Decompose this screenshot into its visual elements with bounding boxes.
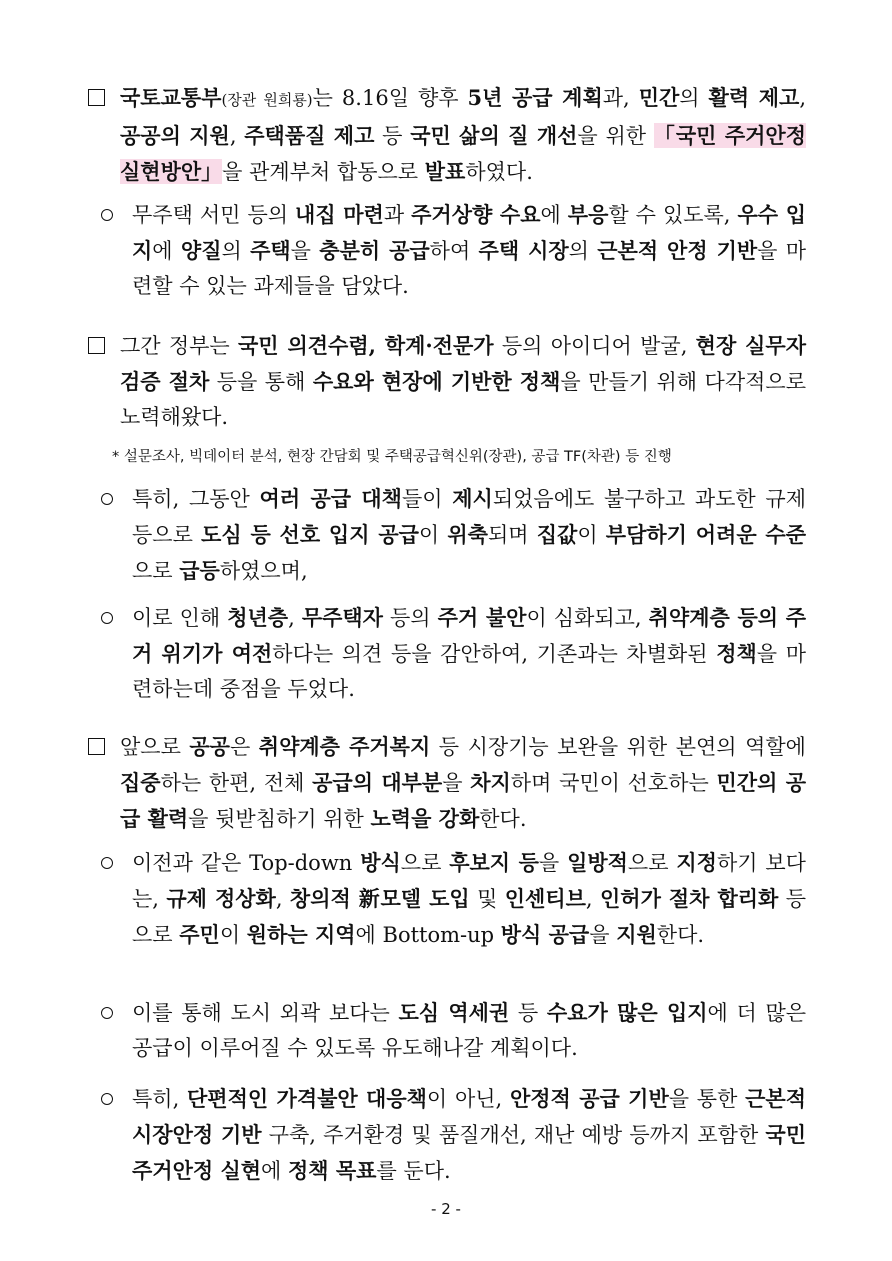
text: 단편적인 가격불안 대응책 [187, 1086, 427, 1111]
section-2-sub-a-text [132, 481, 806, 589]
text: 을 [290, 239, 320, 263]
text: 등으로 [132, 887, 807, 947]
text: 하였으며, [219, 559, 308, 583]
text: 을 만들기 위해 다각적으로 노력해왔다. [120, 370, 806, 429]
text: 집값 [536, 522, 578, 547]
text: 으로 [627, 851, 677, 875]
text: 주택품질 제고 [244, 123, 375, 148]
circle-bullet-icon [101, 857, 113, 869]
text: 후보지 등 [449, 850, 539, 875]
text: 는 8.16일 향후 [312, 86, 468, 110]
text: 근본적 안정 기반 [597, 238, 758, 263]
page-number: - 2 - [431, 1200, 461, 1218]
text: 방식 공급 [500, 922, 590, 947]
text: 주거 불안 [437, 605, 527, 630]
circle-bullet-icon [101, 612, 113, 624]
text: 정책 목표 [288, 1158, 377, 1183]
text: 으로 [132, 559, 180, 583]
text: 을 위한 [577, 124, 654, 148]
circle-bullet-icon [101, 493, 113, 505]
text: 은 [229, 735, 259, 759]
text: 여러 공급 대책 [259, 486, 402, 511]
section-3-text [120, 729, 806, 837]
text: 에 [261, 1159, 288, 1183]
text: 현장 실무자 검증 절차 [120, 333, 806, 394]
text: 특히, [132, 1087, 187, 1111]
square-bullet-icon [88, 89, 105, 106]
text: 등의 [382, 606, 438, 630]
text: 등 [374, 124, 411, 148]
section-3-sub-b-text [132, 995, 806, 1066]
text: 발표 [424, 159, 466, 184]
footnote: * 설문조사, 빅데이터 분석, 현장 간담회 및 주택공급혁신위(장관), 공급 TF(차관) 등 진행 [112, 449, 672, 465]
text: , [288, 606, 302, 630]
text: 등 시장기능 보완을 위한 본연의 역할에 [430, 735, 806, 759]
text: 을 [442, 771, 471, 795]
section-3-sub-c-text [132, 1081, 806, 1189]
text: 이 [418, 523, 448, 547]
text: 이를 통해 도시 외곽 보다는 [132, 1001, 399, 1025]
text: 에 [152, 239, 181, 263]
text: 국민 의견수렴, 학계·전문가 [237, 333, 494, 358]
text: 할 수 있도록, [608, 203, 738, 227]
highlighted-title: 「국민 주거안정 실현방안」 [120, 123, 806, 184]
text: 지원 [616, 922, 657, 947]
text: 양질 [180, 238, 222, 263]
text: 하다는 의견 등을 감안하여, 기존과는 차별화된 [272, 642, 717, 666]
text: 급등 [179, 558, 220, 583]
text: 근본적 시장안정 기반 [132, 1086, 806, 1147]
text: 으로 [400, 851, 450, 875]
text: 창의적 新모델 도입 [289, 886, 470, 911]
text: 무주택자 [301, 605, 383, 630]
text: 이전과 같은 Top-down [132, 851, 361, 875]
text: 에 더 많은 공급이 이루어질 수 있도록 유도해나갈 계획이다. [132, 1001, 807, 1060]
text: 이 아닌, [426, 1087, 510, 1111]
text: , [275, 887, 290, 911]
section-1-sub-a-text [132, 197, 806, 304]
text: , [799, 86, 806, 110]
text: 한다. [656, 923, 705, 947]
section-2-sub-b-text [132, 600, 806, 707]
text: 공공 [189, 734, 230, 759]
text: 을 통한 [668, 1087, 746, 1111]
text: 을 마련하는데 중점을 두었다. [132, 642, 806, 701]
text: 과, [602, 86, 639, 110]
text: 국토교통부 [120, 85, 222, 110]
text: 노력을 강화 [370, 806, 480, 831]
text: 주거상향 수요 [411, 202, 541, 227]
text: 앞으로 [120, 735, 190, 759]
text: 수요와 현장에 기반한 정책 [312, 369, 561, 394]
text: 되며 [487, 523, 537, 547]
text: (장관 원희룡) [221, 91, 313, 109]
text: 의 [568, 239, 598, 263]
text: 국민 삶의 질 개선 [410, 123, 578, 148]
text: 하여 [429, 239, 479, 263]
text: 수요가 많은 입지 [546, 1000, 708, 1025]
text: 을 [589, 923, 617, 947]
text: 정책 [716, 641, 757, 666]
circle-bullet-icon [101, 1093, 113, 1105]
section-2-text [120, 328, 806, 435]
text: 내집 마련 [295, 202, 384, 227]
text: 이 [219, 923, 247, 947]
text: 구축, 주거환경 및 품질개선, 재난 예방 등까지 포함한 [261, 1123, 766, 1147]
text: 원하는 지역 [246, 922, 356, 947]
text: 한다. [479, 807, 527, 831]
circle-bullet-icon [101, 209, 113, 221]
text: 지정 [676, 850, 717, 875]
text: 일방적 [567, 850, 628, 875]
text: 청년층 [227, 605, 289, 630]
text: 및 [469, 887, 505, 911]
text: 5년 공급 계획 [467, 85, 603, 110]
text: , [229, 124, 245, 148]
text: 안정적 공급 기반 [509, 1086, 669, 1111]
text: 집중 [120, 770, 161, 795]
text: 에 [540, 203, 568, 227]
text: 하기 보다는, [132, 851, 806, 911]
text: 그간 정부는 [120, 334, 238, 358]
text: 인허가 절차 합리화 [600, 886, 779, 911]
text: 되었음에도 불구하고 과도한 규제 등으로 [132, 487, 806, 547]
text: 주민 [179, 922, 220, 947]
text: 취약계층 등의 주거 위기가 여전 [132, 605, 806, 666]
text: 국민 주거안정 실현 [132, 1122, 806, 1183]
text: 부응 [567, 202, 609, 227]
text: 을 관계부처 합동으로 [222, 160, 425, 184]
text: 민간 [638, 85, 680, 110]
text: 제시 [452, 486, 493, 511]
text: 하는 한편, 전체 [160, 771, 313, 795]
text: 에 Bottom-up [355, 923, 501, 947]
text: 무주택 서민 등의 [132, 203, 296, 227]
section-3-sub-a-text [132, 845, 806, 953]
text: 등을 통해 [209, 370, 313, 394]
text: 도심 등 선호 입지 공급 [201, 522, 419, 547]
text: 차지 [470, 770, 511, 795]
text: 우수 입지 [132, 202, 806, 263]
text: 충분히 공급 [319, 238, 430, 263]
text: 의 [679, 86, 709, 110]
text: 이 심화되고, [526, 606, 649, 630]
text: 를 둔다. [376, 1159, 451, 1183]
text: 들이 [401, 487, 453, 511]
text: 의 [221, 239, 251, 263]
text: 위축 [447, 522, 488, 547]
text: 주택 [250, 238, 291, 263]
square-bullet-icon [88, 337, 105, 354]
text: 하였다. [465, 160, 533, 184]
text: 공급의 대부분 [312, 770, 443, 795]
text: 규제 정상화 [166, 886, 276, 911]
text: 특히, 그동안 [132, 487, 260, 511]
square-bullet-icon [88, 738, 105, 755]
text: 활력 제고 [708, 85, 800, 110]
text: , [585, 887, 600, 911]
text: 을 [538, 851, 568, 875]
text: 이로 인해 [132, 606, 228, 630]
text: 도심 역세권 [398, 1000, 510, 1025]
text: 민간의 공급 활력 [120, 770, 806, 831]
text: 을 뒷받침하기 위한 [188, 807, 371, 831]
text: 등의 아이디어 발굴, [493, 334, 696, 358]
text: 취약계층 주거복지 [258, 734, 431, 759]
text: 을 마련할 수 있는 과제들을 담았다. [132, 239, 807, 298]
text: 등 [509, 1001, 547, 1025]
section-1-text [120, 80, 806, 190]
text: 이 [577, 523, 606, 547]
text: 인센티브 [504, 886, 586, 911]
text: 방식 [360, 850, 401, 875]
text: 공공의 지원 [120, 123, 230, 148]
text: 주택 시장 [478, 238, 569, 263]
circle-bullet-icon [101, 1007, 113, 1019]
text: 하며 국민이 선호하는 [510, 771, 717, 795]
text: 과 [383, 203, 412, 227]
text: 부담하기 어려운 수준 [605, 522, 807, 547]
